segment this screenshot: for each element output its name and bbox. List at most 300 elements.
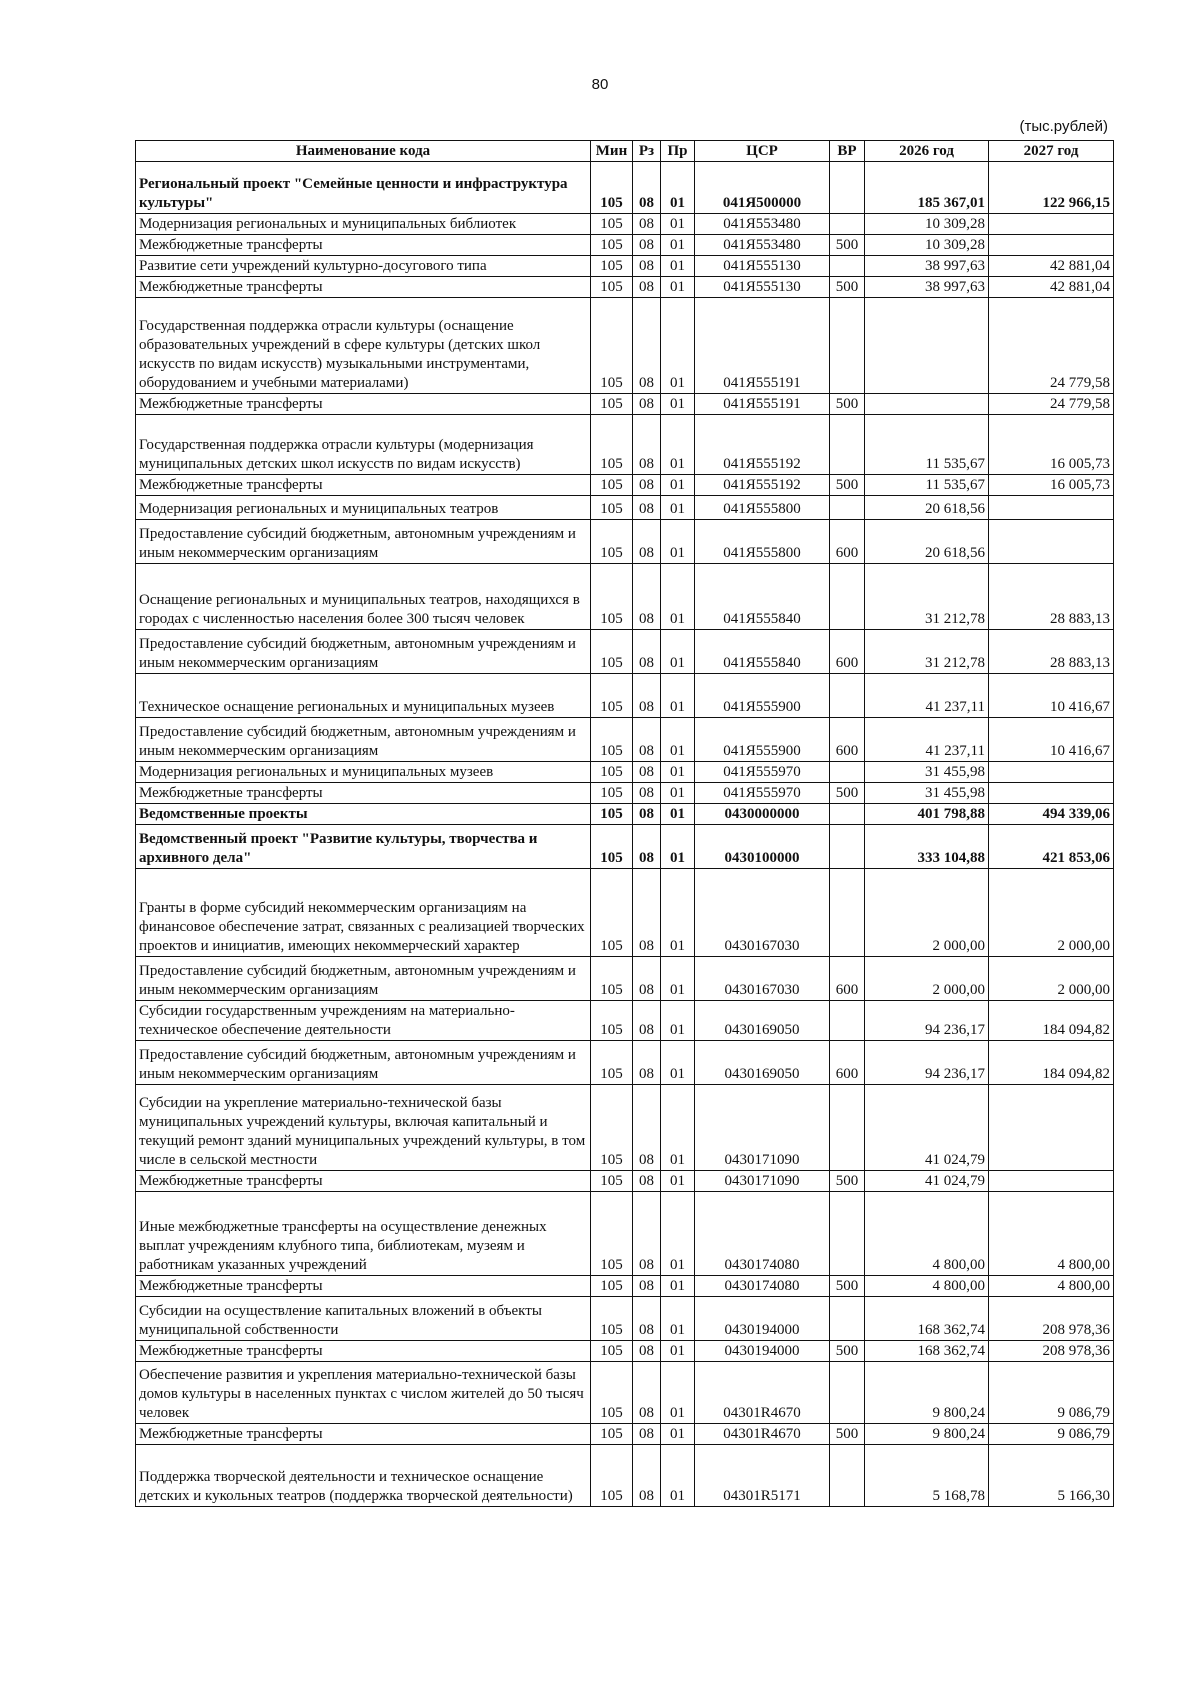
cell-min: 105 [591,1297,633,1341]
cell-name: Государственная поддержка отрасли культуры (оснащение образовательных учреждений в сфере культуры (детских школ искусств по видам искусств) музыкальными инструментами, оборудованием и учебными материалами) [136,298,591,394]
table-row [136,1424,1114,1445]
cell-rz: 08 [633,415,661,475]
table-row [136,1041,1114,1085]
cell-rz: 08 [633,394,661,415]
cell-min: 105 [591,783,633,804]
cell-vr: 500 [830,475,865,496]
cell-name: Ведомственный проект "Развитие культуры, творчества и архивного дела" [136,825,591,869]
cell-pr: 01 [661,1445,695,1507]
cell-min: 105 [591,762,633,783]
cell-2026: 4 800,00 [865,1276,989,1297]
cell-pr: 01 [661,630,695,674]
cell-2027: 28 883,13 [989,564,1114,630]
cell-min: 105 [591,277,633,298]
cell-2026: 5 168,78 [865,1445,989,1507]
cell-csr: 0430167030 [695,957,830,1001]
cell-pr: 01 [661,718,695,762]
cell-name: Предоставление субсидий бюджетным, автономным учреждениям и иным некоммерческим организациям [136,957,591,1001]
cell-name: Региональный проект "Семейные ценности и инфраструктура культуры" [136,162,591,214]
cell-pr: 01 [661,162,695,214]
table-row [136,564,1114,630]
table-row [136,256,1114,277]
cell-2026: 31 212,78 [865,630,989,674]
cell-pr: 01 [661,496,695,520]
cell-2027 [989,235,1114,256]
cell-name: Государственная поддержка отрасли культуры (модернизация муниципальных детских школ искусств по видам искусств) [136,415,591,475]
cell-vr [830,256,865,277]
cell-vr [830,869,865,957]
cell-name: Межбюджетные трансферты [136,394,591,415]
cell-csr: 041Я555192 [695,415,830,475]
cell-name: Ведомственные проекты [136,804,591,825]
cell-rz: 08 [633,674,661,718]
cell-vr [830,1297,865,1341]
cell-pr: 01 [661,674,695,718]
cell-2027: 494 339,06 [989,804,1114,825]
cell-min: 105 [591,214,633,235]
cell-rz: 08 [633,235,661,256]
header-vr: ВР [830,141,865,162]
cell-pr: 01 [661,783,695,804]
cell-csr: 041Я555130 [695,256,830,277]
cell-csr: 041Я555130 [695,277,830,298]
cell-vr: 500 [830,783,865,804]
cell-vr [830,825,865,869]
cell-2027 [989,762,1114,783]
cell-min: 105 [591,630,633,674]
cell-vr [830,496,865,520]
cell-name: Предоставление субсидий бюджетным, автономным учреждениям и иным некоммерческим организациям [136,630,591,674]
table-row [136,214,1114,235]
cell-pr: 01 [661,520,695,564]
cell-2027 [989,1171,1114,1192]
cell-name: Гранты в форме субсидий некоммерческим организациям на финансовое обеспечение затрат, связанных с реализацией творческих проектов и инициатив, имеющих некоммерческий характер [136,869,591,957]
cell-min: 105 [591,394,633,415]
cell-vr: 600 [830,718,865,762]
cell-csr: 041Я500000 [695,162,830,214]
cell-2027: 421 853,06 [989,825,1114,869]
cell-vr [830,415,865,475]
cell-min: 105 [591,718,633,762]
cell-csr: 0430167030 [695,869,830,957]
table-body [136,162,1114,1507]
cell-2027: 208 978,36 [989,1341,1114,1362]
cell-pr: 01 [661,1041,695,1085]
cell-name: Межбюджетные трансферты [136,235,591,256]
cell-pr: 01 [661,1001,695,1041]
cell-csr: 041Я553480 [695,235,830,256]
cell-name: Межбюджетные трансферты [136,1341,591,1362]
cell-vr [830,564,865,630]
budget-table [135,140,1114,1507]
cell-2026: 333 104,88 [865,825,989,869]
cell-csr: 0430100000 [695,825,830,869]
cell-vr: 500 [830,235,865,256]
cell-vr: 500 [830,394,865,415]
cell-min: 105 [591,496,633,520]
cell-rz: 08 [633,1001,661,1041]
cell-name: Предоставление субсидий бюджетным, автономным учреждениям и иным некоммерческим организациям [136,718,591,762]
cell-min: 105 [591,1041,633,1085]
table-row [136,630,1114,674]
cell-csr: 041Я555900 [695,674,830,718]
cell-rz: 08 [633,1085,661,1171]
cell-rz: 08 [633,475,661,496]
cell-vr: 500 [830,1171,865,1192]
cell-2026: 185 367,01 [865,162,989,214]
cell-min: 105 [591,1276,633,1297]
cell-rz: 08 [633,718,661,762]
cell-min: 105 [591,825,633,869]
cell-2026: 94 236,17 [865,1041,989,1085]
cell-csr: 041Я555800 [695,496,830,520]
table-row [136,825,1114,869]
cell-csr: 0430194000 [695,1341,830,1362]
cell-2027: 208 978,36 [989,1297,1114,1341]
table-row [136,804,1114,825]
cell-vr [830,1085,865,1171]
cell-2026: 31 455,98 [865,783,989,804]
cell-vr [830,162,865,214]
cell-csr: 04301R4670 [695,1424,830,1445]
cell-pr: 01 [661,1276,695,1297]
cell-vr [830,674,865,718]
cell-rz: 08 [633,162,661,214]
cell-rz: 08 [633,1362,661,1424]
cell-min: 105 [591,1424,633,1445]
cell-2027 [989,1085,1114,1171]
header-min: Мин [591,141,633,162]
cell-csr: 0430000000 [695,804,830,825]
cell-csr: 04301R5171 [695,1445,830,1507]
cell-pr: 01 [661,256,695,277]
cell-2026: 9 800,24 [865,1362,989,1424]
cell-2026: 168 362,74 [865,1341,989,1362]
cell-rz: 08 [633,496,661,520]
cell-min: 105 [591,235,633,256]
cell-rz: 08 [633,825,661,869]
cell-2027: 122 966,15 [989,162,1114,214]
table-row [136,1341,1114,1362]
cell-2027: 28 883,13 [989,630,1114,674]
table-row [136,298,1114,394]
cell-rz: 08 [633,1276,661,1297]
cell-min: 105 [591,1192,633,1276]
table-row [136,762,1114,783]
cell-pr: 01 [661,1362,695,1424]
cell-pr: 01 [661,804,695,825]
table-row [136,1001,1114,1041]
cell-csr: 0430194000 [695,1297,830,1341]
cell-2026: 10 309,28 [865,235,989,256]
cell-name: Иные межбюджетные трансферты на осуществление денежных выплат учреждениям клубного типа, библиотекам, музеям и работникам указанных учреждений [136,1192,591,1276]
cell-name: Межбюджетные трансферты [136,277,591,298]
cell-pr: 01 [661,762,695,783]
cell-2027: 10 416,67 [989,674,1114,718]
cell-rz: 08 [633,1192,661,1276]
cell-min: 105 [591,256,633,277]
cell-vr: 600 [830,630,865,674]
cell-2027: 24 779,58 [989,394,1114,415]
cell-vr [830,1192,865,1276]
cell-2026: 94 236,17 [865,1001,989,1041]
cell-csr: 0430174080 [695,1276,830,1297]
cell-rz: 08 [633,630,661,674]
table-row [136,718,1114,762]
table-row [136,674,1114,718]
cell-2027: 4 800,00 [989,1276,1114,1297]
cell-csr: 041Я553480 [695,214,830,235]
cell-rz: 08 [633,869,661,957]
cell-name: Субсидии на осуществление капитальных вложений в объекты муниципальной собственности [136,1297,591,1341]
cell-vr: 600 [830,520,865,564]
cell-name: Поддержка творческой деятельности и техническое оснащение детских и кукольных театров (поддержка творческой деятельности) [136,1445,591,1507]
cell-2026: 168 362,74 [865,1297,989,1341]
table-row [136,415,1114,475]
cell-2026: 38 997,63 [865,256,989,277]
cell-2027: 42 881,04 [989,256,1114,277]
cell-2026: 10 309,28 [865,214,989,235]
table-row [136,277,1114,298]
cell-name: Межбюджетные трансферты [136,1424,591,1445]
table-row [136,520,1114,564]
table-row [136,1192,1114,1276]
cell-pr: 01 [661,1085,695,1171]
cell-vr: 500 [830,1424,865,1445]
cell-2026: 11 535,67 [865,415,989,475]
cell-min: 105 [591,520,633,564]
table-row [136,1171,1114,1192]
cell-rz: 08 [633,277,661,298]
cell-name: Предоставление субсидий бюджетным, автономным учреждениям и иным некоммерческим организациям [136,1041,591,1085]
cell-min: 105 [591,674,633,718]
table-row [136,783,1114,804]
cell-min: 105 [591,1341,633,1362]
cell-2026: 9 800,24 [865,1424,989,1445]
cell-vr [830,1001,865,1041]
cell-csr: 041Я555840 [695,630,830,674]
cell-vr: 600 [830,957,865,1001]
cell-2026: 2 000,00 [865,957,989,1001]
cell-pr: 01 [661,214,695,235]
cell-csr: 04301R4670 [695,1362,830,1424]
cell-csr: 0430174080 [695,1192,830,1276]
table-row [136,162,1114,214]
cell-pr: 01 [661,1171,695,1192]
cell-min: 105 [591,415,633,475]
cell-name: Субсидии на укрепление материально-технической базы муниципальных учреждений культуры, включая капитальный и текущий ремонт зданий муниципальных учреждений культуры, в том числе в сельской местности [136,1085,591,1171]
cell-rz: 08 [633,1341,661,1362]
cell-min: 105 [591,957,633,1001]
cell-2026: 41 237,11 [865,674,989,718]
cell-vr [830,1445,865,1507]
cell-pr: 01 [661,415,695,475]
cell-rz: 08 [633,783,661,804]
cell-rz: 08 [633,1297,661,1341]
table-row [136,475,1114,496]
cell-pr: 01 [661,277,695,298]
cell-csr: 0430171090 [695,1171,830,1192]
cell-csr: 041Я555191 [695,394,830,415]
cell-min: 105 [591,1362,633,1424]
table-row [136,1276,1114,1297]
cell-pr: 01 [661,869,695,957]
cell-csr: 041Я555191 [695,298,830,394]
cell-name: Модернизация региональных и муниципальных библиотек [136,214,591,235]
cell-rz: 08 [633,1424,661,1445]
cell-name: Межбюджетные трансферты [136,1171,591,1192]
cell-csr: 041Я555900 [695,718,830,762]
table-row [136,235,1114,256]
table-header-row [136,141,1114,162]
cell-pr: 01 [661,564,695,630]
header-csr: ЦСР [695,141,830,162]
cell-pr: 01 [661,1297,695,1341]
cell-2027 [989,520,1114,564]
cell-name: Развитие сети учреждений культурно-досугового типа [136,256,591,277]
cell-pr: 01 [661,957,695,1001]
cell-rz: 08 [633,1445,661,1507]
cell-csr: 0430169050 [695,1001,830,1041]
table-row [136,869,1114,957]
cell-2026: 41 024,79 [865,1171,989,1192]
cell-vr [830,1362,865,1424]
table-row [136,394,1114,415]
cell-rz: 08 [633,957,661,1001]
cell-vr: 600 [830,1041,865,1085]
cell-vr [830,762,865,783]
table-row [136,496,1114,520]
cell-2027: 5 166,30 [989,1445,1114,1507]
cell-min: 105 [591,162,633,214]
cell-2026 [865,394,989,415]
units-label: (тыс.рублей) [1019,118,1108,135]
cell-2027 [989,214,1114,235]
cell-rz: 08 [633,804,661,825]
cell-name: Предоставление субсидий бюджетным, автономным учреждениям и иным некоммерческим организациям [136,520,591,564]
cell-2026: 2 000,00 [865,869,989,957]
cell-rz: 08 [633,520,661,564]
cell-csr: 041Я555970 [695,762,830,783]
cell-2026: 20 618,56 [865,520,989,564]
table-row [136,1362,1114,1424]
cell-rz: 08 [633,214,661,235]
table-row [136,1297,1114,1341]
cell-name: Межбюджетные трансферты [136,475,591,496]
cell-2027: 9 086,79 [989,1362,1114,1424]
cell-min: 105 [591,869,633,957]
cell-2027: 16 005,73 [989,415,1114,475]
cell-min: 105 [591,1001,633,1041]
cell-2027: 184 094,82 [989,1041,1114,1085]
cell-name: Межбюджетные трансферты [136,1276,591,1297]
cell-csr: 0430169050 [695,1041,830,1085]
cell-vr [830,804,865,825]
header-2027: 2027 год [989,141,1114,162]
cell-name: Субсидии государственным учреждениям на материально-техническое обеспечение деятельности [136,1001,591,1041]
cell-2027 [989,783,1114,804]
cell-2027: 10 416,67 [989,718,1114,762]
cell-min: 105 [591,564,633,630]
cell-min: 105 [591,1171,633,1192]
cell-2026: 401 798,88 [865,804,989,825]
cell-pr: 01 [661,1424,695,1445]
cell-2026: 4 800,00 [865,1192,989,1276]
cell-pr: 01 [661,298,695,394]
cell-min: 105 [591,1445,633,1507]
table-row [136,1085,1114,1171]
cell-vr: 500 [830,277,865,298]
cell-name: Техническое оснащение региональных и муниципальных музеев [136,674,591,718]
cell-pr: 01 [661,1192,695,1276]
cell-min: 105 [591,475,633,496]
cell-name: Модернизация региональных и муниципальных музеев [136,762,591,783]
cell-2026 [865,298,989,394]
cell-2027: 2 000,00 [989,957,1114,1001]
cell-2027: 184 094,82 [989,1001,1114,1041]
cell-2026: 31 212,78 [865,564,989,630]
cell-2026: 20 618,56 [865,496,989,520]
table-row [136,957,1114,1001]
cell-2026: 31 455,98 [865,762,989,783]
header-name: Наименование кода [136,141,591,162]
cell-2027: 42 881,04 [989,277,1114,298]
cell-rz: 08 [633,1171,661,1192]
cell-2026: 38 997,63 [865,277,989,298]
cell-rz: 08 [633,564,661,630]
cell-rz: 08 [633,298,661,394]
cell-rz: 08 [633,762,661,783]
cell-2027: 24 779,58 [989,298,1114,394]
cell-vr: 500 [830,1341,865,1362]
cell-name: Модернизация региональных и муниципальных театров [136,496,591,520]
cell-pr: 01 [661,394,695,415]
cell-csr: 041Я555800 [695,520,830,564]
cell-name: Оснащение региональных и муниципальных театров, находящихся в городах с численностью населения более 300 тысяч человек [136,564,591,630]
cell-2026: 11 535,67 [865,475,989,496]
page-number: 80 [591,76,609,93]
cell-2026: 41 024,79 [865,1085,989,1171]
cell-csr: 041Я555192 [695,475,830,496]
header-rz: Рз [633,141,661,162]
cell-pr: 01 [661,825,695,869]
cell-rz: 08 [633,256,661,277]
header-pr: Пр [661,141,695,162]
cell-2026: 41 237,11 [865,718,989,762]
cell-csr: 041Я555970 [695,783,830,804]
cell-min: 105 [591,804,633,825]
cell-vr [830,214,865,235]
cell-min: 105 [591,1085,633,1171]
cell-vr [830,298,865,394]
cell-2027 [989,496,1114,520]
table-row [136,1445,1114,1507]
cell-2027: 9 086,79 [989,1424,1114,1445]
cell-rz: 08 [633,1041,661,1085]
cell-2027: 4 800,00 [989,1192,1114,1276]
cell-2027: 16 005,73 [989,475,1114,496]
header-2026: 2026 год [865,141,989,162]
cell-pr: 01 [661,235,695,256]
cell-min: 105 [591,298,633,394]
cell-2027: 2 000,00 [989,869,1114,957]
cell-vr: 500 [830,1276,865,1297]
cell-csr: 0430171090 [695,1085,830,1171]
cell-pr: 01 [661,475,695,496]
cell-pr: 01 [661,1341,695,1362]
cell-name: Межбюджетные трансферты [136,783,591,804]
cell-csr: 041Я555840 [695,564,830,630]
